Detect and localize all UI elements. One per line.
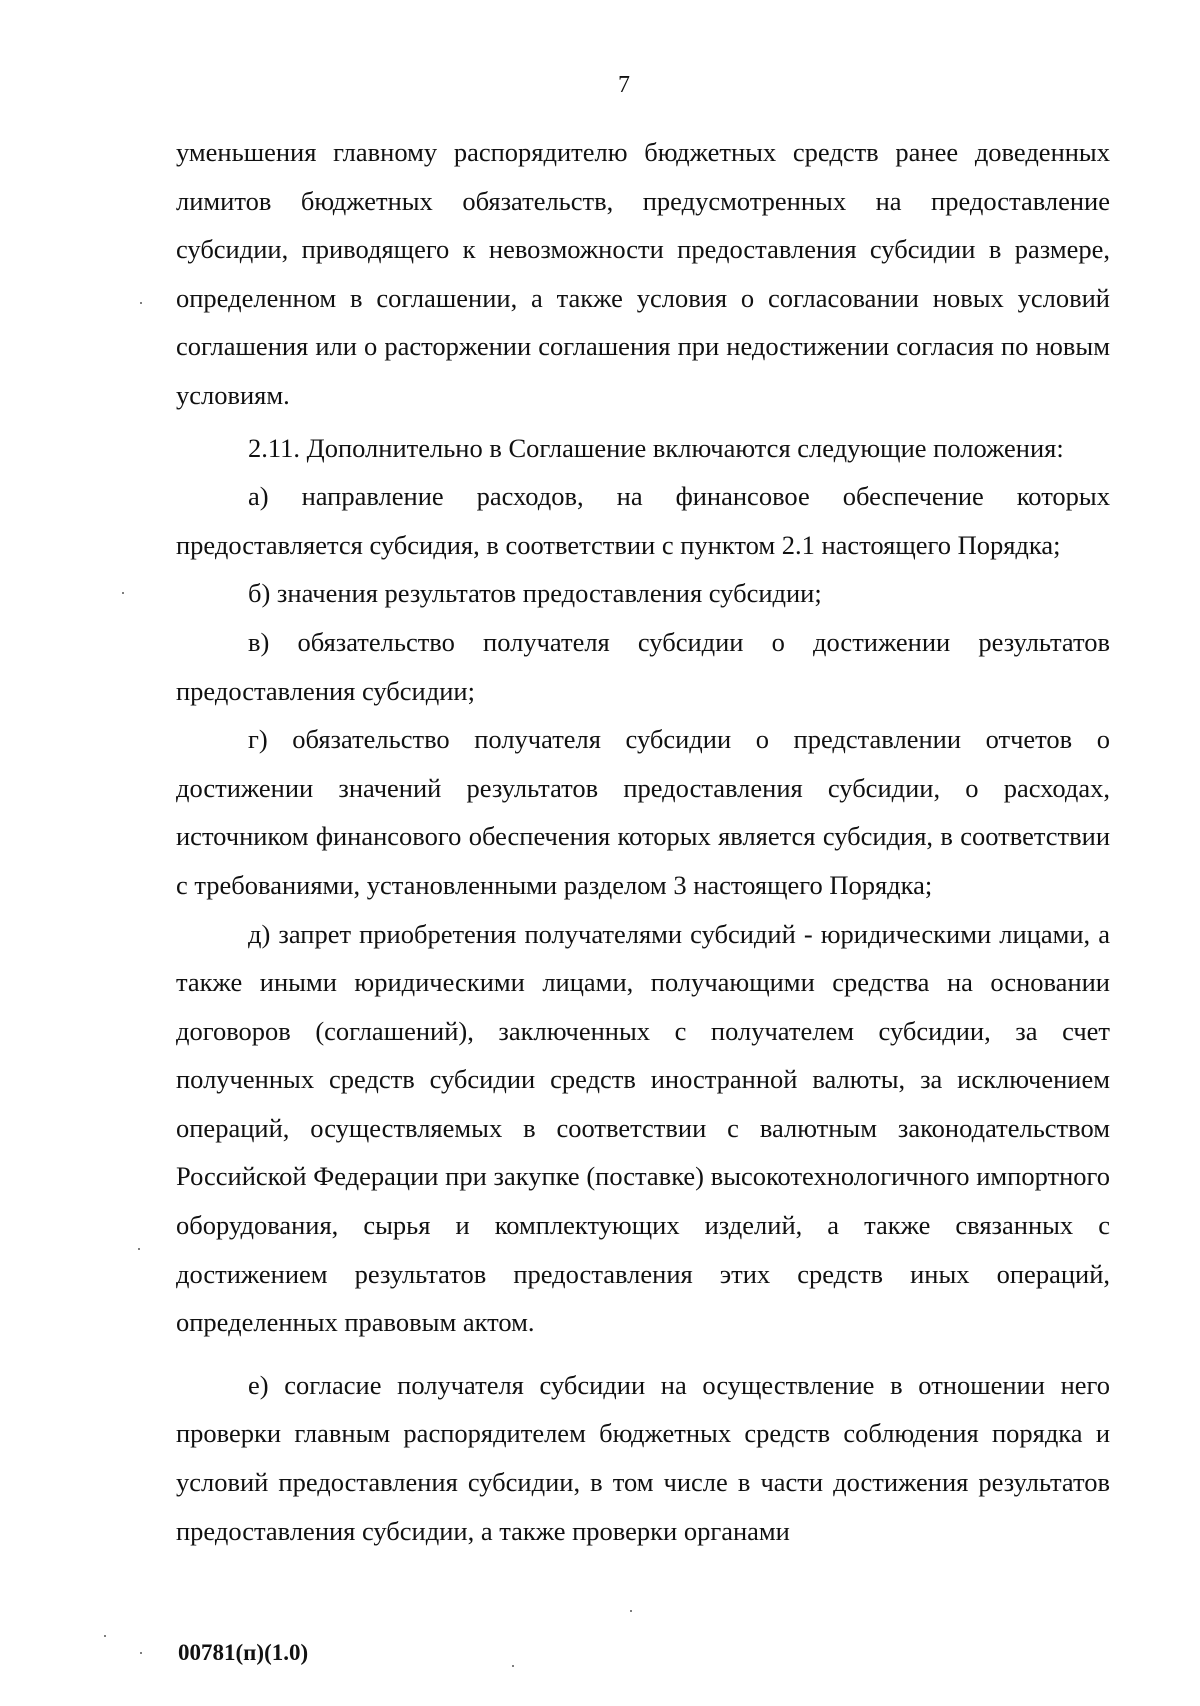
scan-speck [512, 1665, 514, 1667]
page-number: 7 [618, 72, 630, 98]
paragraph-continuation: уменьшения главному распорядителю бюджетных средств ранее доведенных лимитов бюджетных обязательств, предусмотренных на предоставление субсидии, приводящего к невозможности предоставления субсидии в размере, определенном в соглашении, а также условия о согласовании новых условий соглашения или о расторжении соглашения при недостижении согласия по новым условиям. [176, 137, 1110, 410]
scan-speck [140, 1652, 142, 1654]
paragraph-2-11: 2.11. Дополнительно в Соглашение включаются следующие положения: [248, 432, 1064, 463]
scan-speck [104, 1635, 106, 1637]
paragraph-item-a: а) направление расходов, на финансовое обеспечение которых предоставляется субсидия, в соответствии с пунктом 2.1 настоящего Порядка; [176, 481, 1110, 560]
paragraph-item-v: в) обязательство получателя субсидии о достижении результатов предоставления субсидии; [176, 626, 1110, 706]
scan-speck [140, 302, 142, 304]
paragraph-item-b: б) значения результатов предоставления субсидии; [248, 578, 822, 609]
paragraph-item-d: д) запрет приобретения получателями субсидий - юридическими лицами, а также иными юридическими лицами, получающими средства на основании договоров (соглашений), заключенных с получателем субсидии, за счет полученных средств субсидии средств иностранной валюты, за исключением операций, осуществляемых в соответствии с валютным законодательством Российской Федерации при закупке (поставке) высокотехнологичного импортного оборудования, сырья и комплектующих изделий, а также связанных с достижением результатов предоставления этих средств иных операций, определенных правовым актом. [176, 918, 1110, 1338]
scan-speck [122, 592, 124, 594]
paragraph-item-e: е) согласие получателя субсидии на осуществление в отношении него проверки главным распорядителем бюджетных средств соблюдения порядка и условий предоставления субсидии, в том числе в части достижения результатов предоставления субсидии, а также проверки органами [176, 1369, 1110, 1546]
scan-speck [630, 1610, 632, 1612]
document-body [176, 128, 1110, 1555]
document-code: 00781(п)(1.0) [178, 1640, 309, 1665]
scan-speck [138, 1248, 140, 1250]
paragraph-item-g: г) обязательство получателя субсидии о представлении отчетов о достижении значений результатов предоставления субсидии, о расходах, источником финансового обеспечения которых является субсидия, в соответствии с требованиями, установленными разделом 3 настоящего Порядка; [176, 724, 1110, 900]
